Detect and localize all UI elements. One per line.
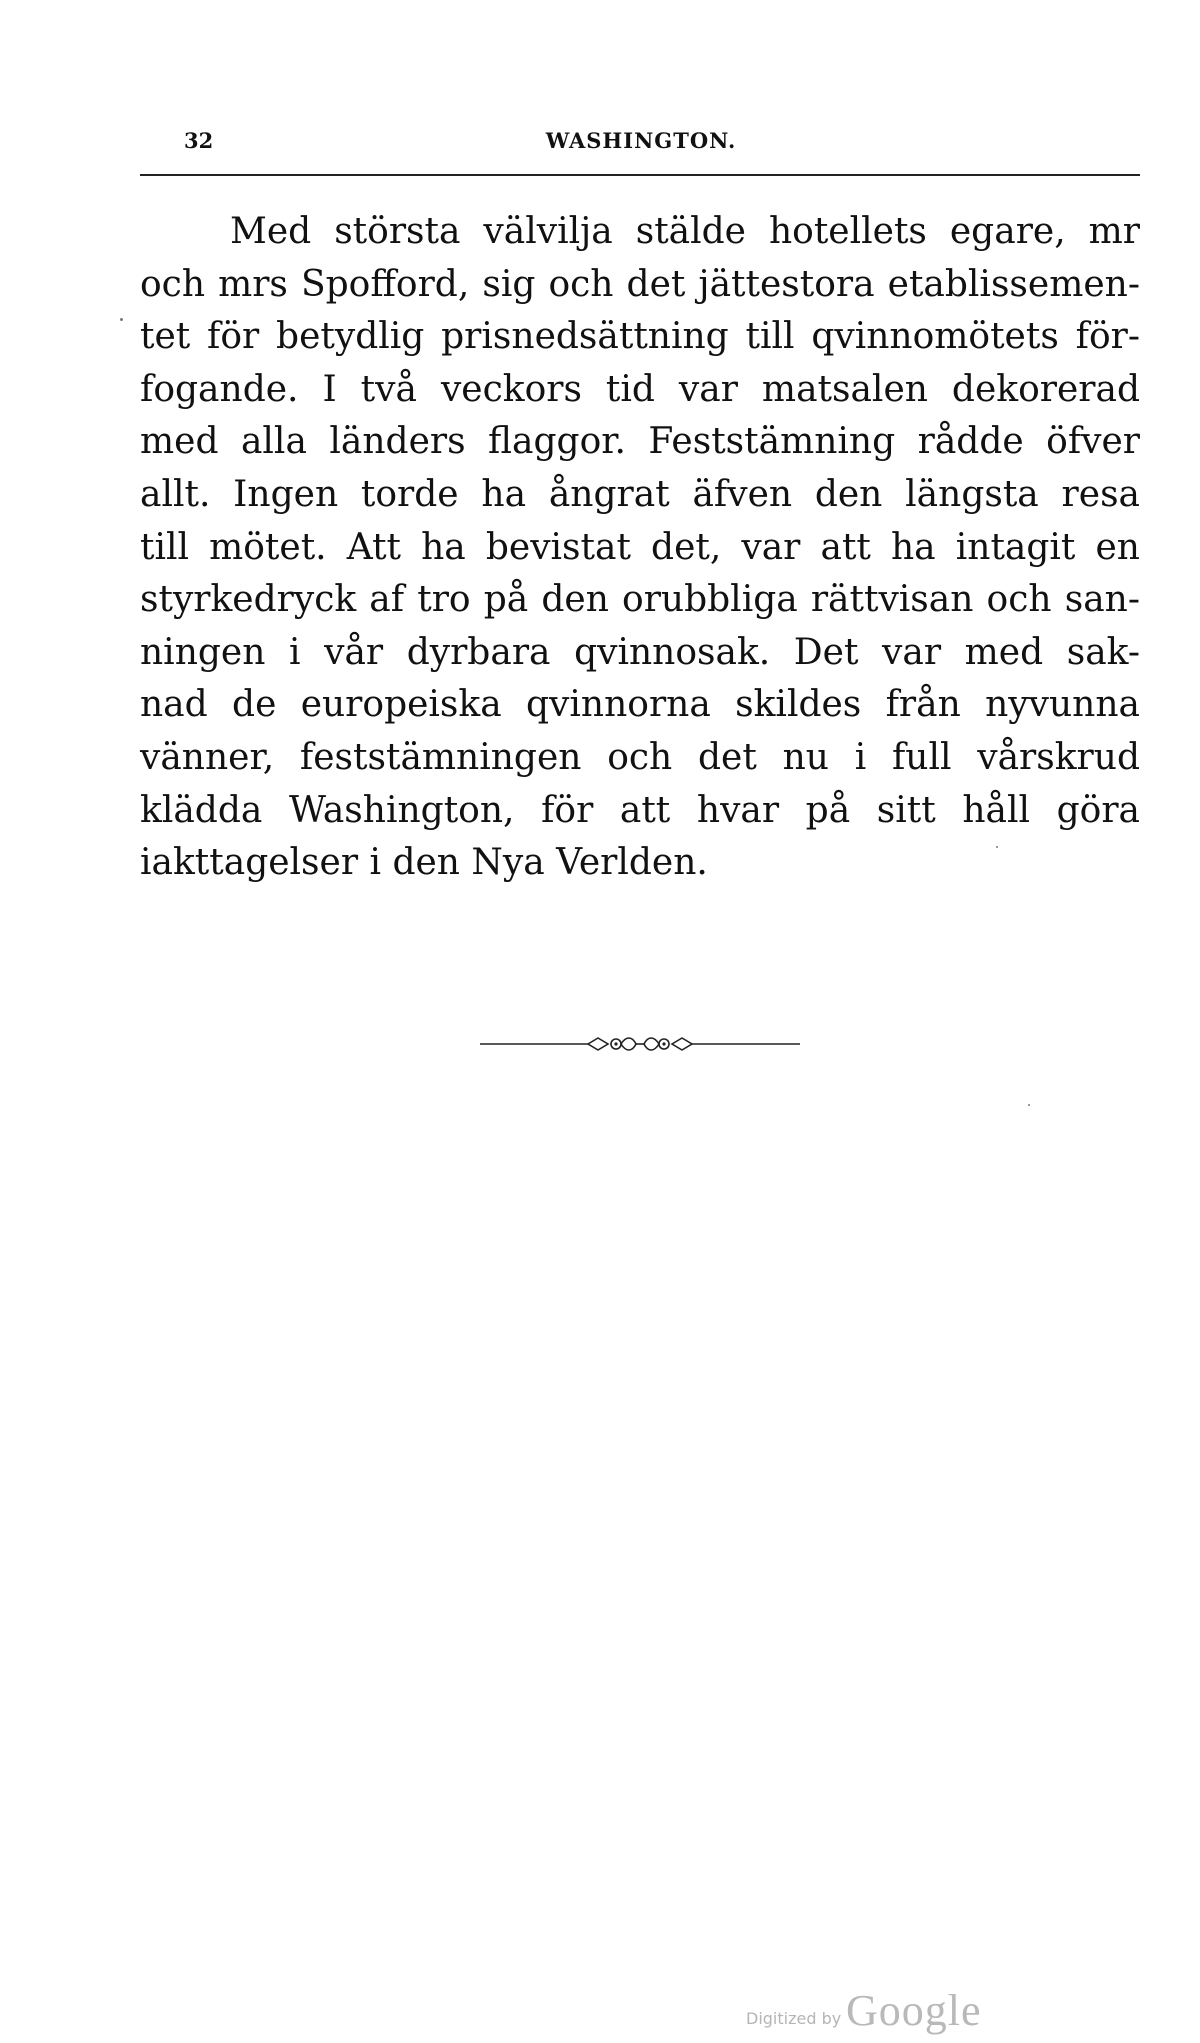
text-line: allt. Ingen torde ha ångrat äfven den längsta resa xyxy=(140,473,1140,515)
digitized-label: Digitized by xyxy=(746,2009,842,2028)
fleuron-divider-icon xyxy=(480,1032,800,1056)
text-line: fogande. I två veckors tid var matsalen dekorerad xyxy=(140,368,1140,410)
text-line: klädda Washington, för att hvar på sitt håll göra xyxy=(140,789,1140,831)
running-head xyxy=(140,128,1140,162)
header-rule xyxy=(140,174,1140,176)
body-paragraph xyxy=(140,206,1140,890)
running-title: WASHINGTON. xyxy=(545,128,737,153)
text-line: styrkedryck af tro på den orubbliga rättvisan och san- xyxy=(140,579,1140,621)
text-line: till mötet. Att ha bevistat det, var att ha intagit en xyxy=(140,526,1140,568)
paper-speck xyxy=(996,846,998,848)
text-line: med alla länders flaggor. Feststämning rådde öfver xyxy=(140,421,1140,463)
google-wordmark: Google xyxy=(846,1986,982,2035)
text-line: nad de europeiska qvinnorna skildes från nyvunna xyxy=(140,684,1140,726)
text-line: tet för betydlig prisnedsättning till qvinnomötets för- xyxy=(140,316,1140,358)
text-line: vänner, feststämningen och det nu i full vårskrud xyxy=(140,736,1140,778)
paper-speck xyxy=(1028,1104,1030,1106)
text-line: iakttagelser i den Nya Verlden. xyxy=(140,842,708,884)
page-number: 32 xyxy=(184,128,214,153)
text-line: ningen i vår dyrbara qvinnosak. Det var med sak- xyxy=(140,631,1140,673)
text-line: Med största välvilja stälde hotellets egare, mr xyxy=(230,211,1140,252)
paper-speck xyxy=(120,318,123,321)
text-line: och mrs Spofford, sig och det jättestora etablissemen- xyxy=(140,263,1140,305)
google-watermark xyxy=(746,1986,1006,2036)
